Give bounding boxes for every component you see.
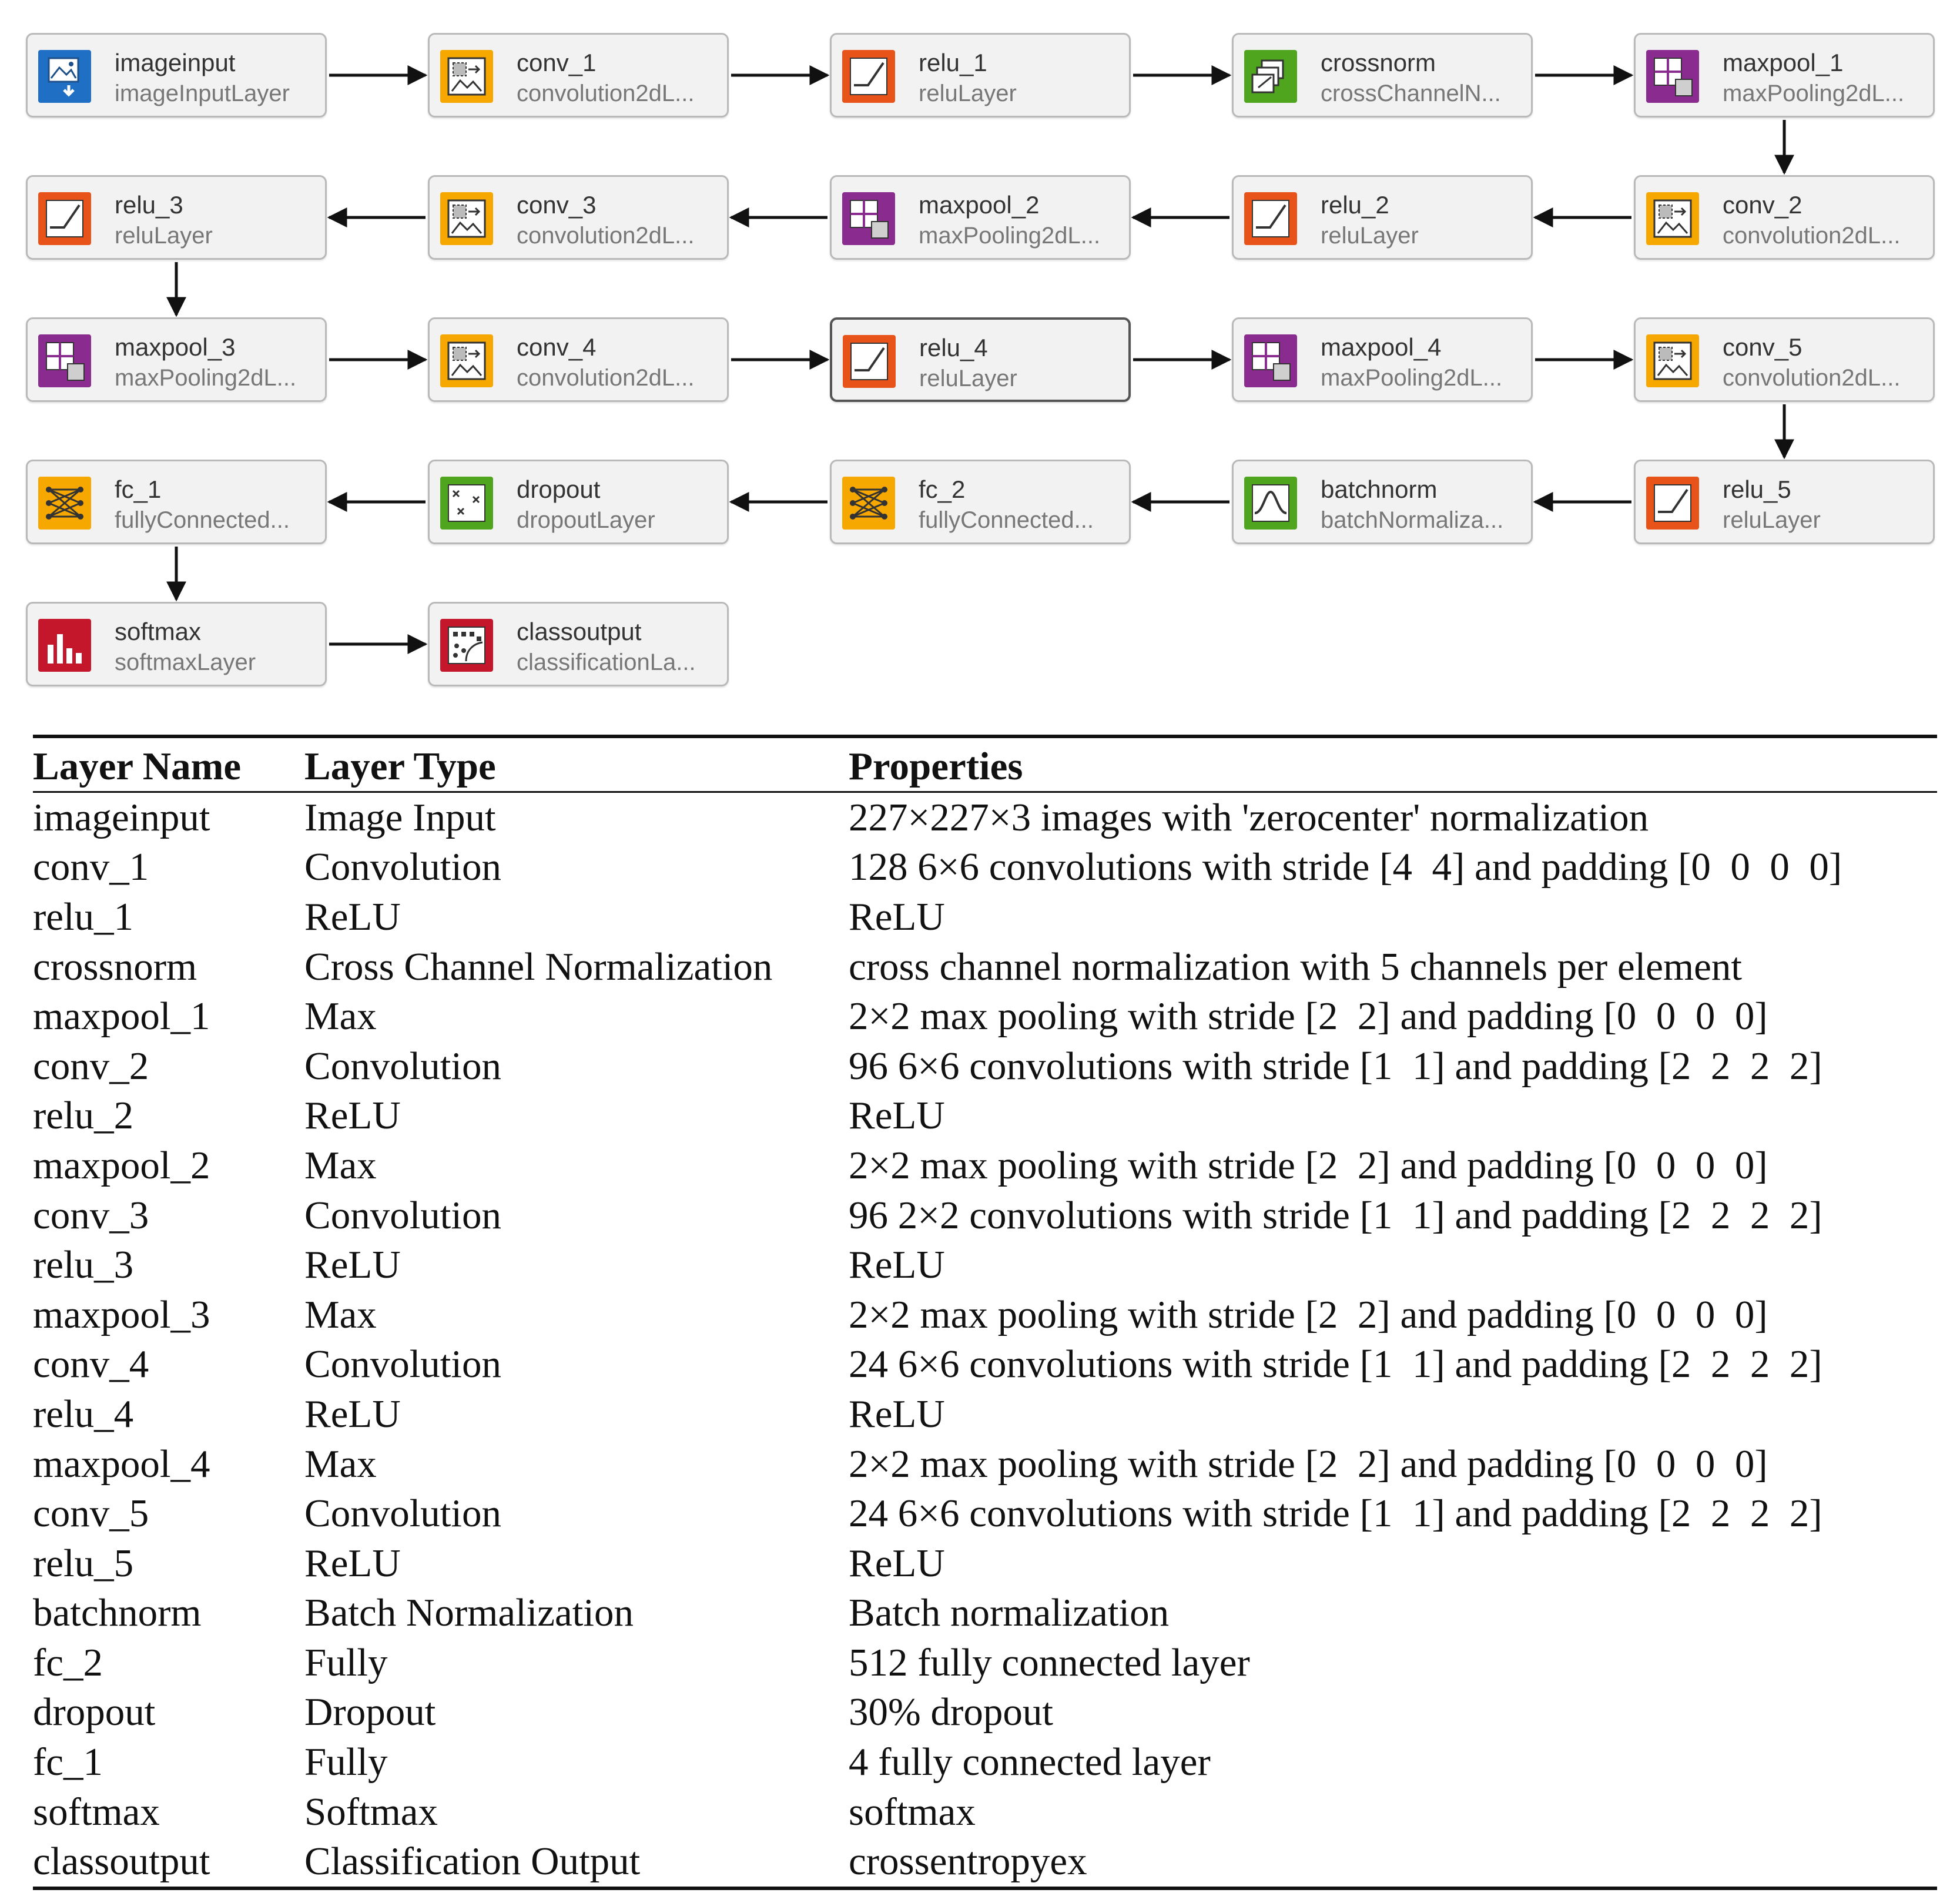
cell-layer-type: Convolution <box>304 1492 502 1536</box>
layer-node-type: classificationLa... <box>517 649 696 675</box>
layer-node-maxpool-2[interactable] <box>830 175 1131 260</box>
table-row <box>33 991 1937 1041</box>
cell-layer-type: ReLU <box>304 1392 401 1436</box>
cell-layer-type: Convolution <box>304 1193 502 1237</box>
convolution-icon <box>1646 192 1699 245</box>
cell-properties: 2×2 max pooling with stride [2 2] and padding [0 0 0 0] <box>849 1292 1768 1336</box>
layer-node-name: classoutput <box>517 618 642 645</box>
layer-node-type: crossChannelN... <box>1321 81 1501 106</box>
table-row <box>33 1340 1937 1390</box>
cell-layer-type: Image Input <box>304 795 496 839</box>
cell-layer-type: Max <box>304 1143 377 1187</box>
layer-node-name: maxpool_1 <box>1723 49 1844 76</box>
batch-norm-icon <box>1244 477 1297 530</box>
cell-layer-name: relu_3 <box>33 1243 134 1287</box>
layer-node-relu-3[interactable] <box>26 175 327 260</box>
cell-layer-name: maxpool_2 <box>33 1143 210 1187</box>
layer-node-batchnorm[interactable] <box>1232 460 1533 544</box>
header-layer-type: Layer Type <box>304 744 496 788</box>
layer-node-name: maxpool_3 <box>115 333 236 361</box>
layer-node-type: convolution2dL... <box>517 365 695 391</box>
layer-table <box>33 735 1937 1890</box>
fully-connected-icon <box>38 477 91 530</box>
table-row <box>33 792 1937 843</box>
table-row <box>33 1439 1937 1489</box>
cell-layer-type: ReLU <box>304 1541 401 1585</box>
cell-layer-type: Max <box>304 1292 377 1336</box>
table-row <box>33 1489 1937 1539</box>
cell-layer-name: relu_1 <box>33 894 134 939</box>
cell-properties: 512 fully connected layer <box>849 1640 1250 1684</box>
layer-node-type: imageInputLayer <box>115 81 290 106</box>
cell-properties: 24 6×6 convolutions with stride [1 1] and padding [2 2 2 2] <box>849 1342 1822 1386</box>
header-properties: Properties <box>849 744 1023 788</box>
layer-node-name: dropout <box>517 475 601 503</box>
cell-layer-type: Classification Output <box>304 1840 641 1884</box>
layer-graph <box>0 0 1960 705</box>
layer-node-name: relu_3 <box>115 191 183 219</box>
layer-node-type: convolution2dL... <box>517 223 695 249</box>
cell-layer-type: Fully <box>304 1640 388 1684</box>
layer-node-name: softmax <box>115 618 202 645</box>
cell-layer-name: relu_5 <box>33 1541 134 1585</box>
layer-node-classoutput[interactable] <box>428 602 729 686</box>
layer-node-fc-2[interactable] <box>830 460 1131 544</box>
layer-node-maxpool-3[interactable] <box>26 317 327 402</box>
layer-node-imageinput[interactable] <box>26 33 327 118</box>
cell-layer-name: batchnorm <box>33 1591 202 1635</box>
image-input-icon <box>38 50 91 103</box>
cross-channel-norm-icon <box>1244 50 1297 103</box>
layer-node-name: relu_2 <box>1321 191 1389 219</box>
cell-properties: ReLU <box>849 1392 945 1436</box>
cell-layer-type: ReLU <box>304 894 401 939</box>
cell-properties: 96 2×2 convolutions with stride [1 1] and padding [2 2 2 2] <box>849 1193 1822 1237</box>
table-row <box>33 1091 1937 1141</box>
max-pooling-icon <box>38 334 91 387</box>
max-pooling-icon <box>1244 334 1297 387</box>
layer-node-crossnorm[interactable] <box>1232 33 1533 118</box>
table-row <box>33 1737 1937 1787</box>
layer-node-name: relu_1 <box>919 49 987 76</box>
cell-layer-type: Batch Normalization <box>304 1591 634 1635</box>
table-row <box>33 1240 1937 1290</box>
cell-layer-name: fc_2 <box>33 1640 103 1684</box>
table-row <box>33 1539 1937 1589</box>
layer-node-type: dropoutLayer <box>517 507 655 533</box>
layer-node-conv-2[interactable] <box>1634 175 1935 260</box>
layer-node-relu-5[interactable] <box>1634 460 1935 544</box>
layer-node-type: softmaxLayer <box>115 649 256 675</box>
layer-node-dropout[interactable] <box>428 460 729 544</box>
cell-properties: 30% dropout <box>849 1690 1053 1734</box>
header-layer-name: Layer Name <box>33 744 242 788</box>
layer-node-maxpool-1[interactable] <box>1634 33 1935 118</box>
table-header-row <box>33 736 1937 792</box>
table-row <box>33 892 1937 942</box>
layer-node-conv-3[interactable] <box>428 175 729 260</box>
cell-properties: 128 6×6 convolutions with stride [4 4] and padding [0 0 0 0] <box>849 845 1842 889</box>
cell-layer-type: Cross Channel Normalization <box>304 944 773 989</box>
cell-properties: 2×2 max pooling with stride [2 2] and padding [0 0 0 0] <box>849 1442 1768 1486</box>
layer-node-type: reluLayer <box>115 223 213 249</box>
layer-node-type: maxPooling2dL... <box>1723 81 1905 106</box>
relu-icon <box>1244 192 1297 245</box>
relu-icon <box>1646 477 1699 530</box>
cell-layer-type: Max <box>304 994 377 1038</box>
cell-layer-type: Softmax <box>304 1790 438 1834</box>
cell-properties: 2×2 max pooling with stride [2 2] and padding [0 0 0 0] <box>849 1143 1768 1187</box>
max-pooling-icon <box>842 192 895 245</box>
table-row <box>33 1290 1937 1340</box>
convolution-icon <box>440 334 493 387</box>
cell-properties: 227×227×3 images with 'zerocenter' normalization <box>849 795 1649 839</box>
layer-node-name: conv_1 <box>517 49 597 76</box>
cell-layer-name: classoutput <box>33 1840 210 1884</box>
cell-layer-type: Dropout <box>304 1690 436 1734</box>
layer-node-conv-1[interactable] <box>428 33 729 118</box>
classification-output-icon <box>440 619 493 672</box>
cell-layer-type: Convolution <box>304 845 502 889</box>
relu-icon <box>843 335 896 388</box>
layer-node-name: imageinput <box>115 49 236 76</box>
cell-layer-type: ReLU <box>304 1094 401 1138</box>
cell-layer-name: maxpool_1 <box>33 994 210 1038</box>
cell-layer-name: conv_2 <box>33 1044 149 1088</box>
layer-node-name: batchnorm <box>1321 475 1438 503</box>
cell-layer-type: Max <box>304 1442 377 1486</box>
layer-node-name: maxpool_2 <box>919 191 1040 219</box>
layer-node-conv-5[interactable] <box>1634 317 1935 402</box>
cell-layer-name: conv_5 <box>33 1492 149 1536</box>
cell-properties: cross channel normalization with 5 channels per element <box>849 944 1742 989</box>
cell-layer-name: imageinput <box>33 795 210 839</box>
layer-node-type: maxPooling2dL... <box>115 365 297 391</box>
table-row <box>33 1389 1937 1439</box>
dropout-icon <box>440 477 493 530</box>
layer-node-relu-4[interactable] <box>830 317 1131 402</box>
layer-node-type: batchNormaliza... <box>1321 507 1504 533</box>
cell-layer-name: crossnorm <box>33 944 197 989</box>
cell-layer-name: relu_4 <box>33 1392 134 1436</box>
cell-properties: 24 6×6 convolutions with stride [1 1] and padding [2 2 2 2] <box>849 1492 1822 1536</box>
table-row <box>33 1589 1937 1639</box>
table-row <box>33 1191 1937 1241</box>
layer-node-softmax[interactable] <box>26 602 327 686</box>
cell-layer-name: fc_1 <box>33 1740 103 1784</box>
layer-node-type: reluLayer <box>919 366 1017 391</box>
cell-layer-type: Convolution <box>304 1342 502 1386</box>
layer-node-name: fc_2 <box>919 475 966 503</box>
layer-node-fc-1[interactable] <box>26 460 327 544</box>
relu-icon <box>842 50 895 103</box>
cell-properties: Batch normalization <box>849 1591 1170 1635</box>
table-row <box>33 1141 1937 1191</box>
table-row <box>33 1638 1937 1688</box>
layer-node-relu-2[interactable] <box>1232 175 1533 260</box>
table-row <box>33 1041 1937 1091</box>
layer-node-conv-4[interactable] <box>428 317 729 402</box>
cell-layer-name: conv_1 <box>33 845 149 889</box>
cell-properties: 4 fully connected layer <box>849 1740 1211 1784</box>
layer-node-type: fullyConnected... <box>115 507 290 533</box>
layer-node-type: reluLayer <box>919 81 1017 106</box>
table-body <box>33 792 1937 1889</box>
cell-layer-name: maxpool_3 <box>33 1292 210 1336</box>
layer-node-type: reluLayer <box>1321 223 1419 249</box>
layer-node-name: maxpool_4 <box>1321 333 1442 361</box>
layer-node-name: crossnorm <box>1321 49 1436 76</box>
cell-properties: ReLU <box>849 894 945 939</box>
layer-node-name: fc_1 <box>115 475 162 503</box>
layer-node-name: conv_2 <box>1723 191 1802 219</box>
layer-node-type: convolution2dL... <box>517 81 695 106</box>
table-row <box>33 942 1937 992</box>
cell-properties: 96 6×6 convolutions with stride [1 1] and padding [2 2 2 2] <box>849 1044 1822 1088</box>
max-pooling-icon <box>1646 50 1699 103</box>
convolution-icon <box>1646 334 1699 387</box>
layer-node-name: conv_5 <box>1723 333 1802 361</box>
layer-node-type: reluLayer <box>1723 507 1821 533</box>
cell-layer-name: softmax <box>33 1790 160 1834</box>
cell-layer-type: Fully <box>304 1740 388 1784</box>
table-row <box>33 1688 1937 1738</box>
cell-properties: ReLU <box>849 1541 945 1585</box>
convolution-icon <box>440 50 493 103</box>
layer-node-relu-1[interactable] <box>830 33 1131 118</box>
layer-node-type: maxPooling2dL... <box>1321 365 1503 391</box>
fully-connected-icon <box>842 477 895 530</box>
layer-node-name: conv_3 <box>517 191 597 219</box>
layer-node-maxpool-4[interactable] <box>1232 317 1533 402</box>
cell-layer-name: maxpool_4 <box>33 1442 210 1486</box>
cell-layer-name: dropout <box>33 1690 156 1734</box>
layer-node-type: convolution2dL... <box>1723 365 1901 391</box>
cell-properties: ReLU <box>849 1094 945 1138</box>
table-row <box>33 1837 1937 1888</box>
layer-node-type: convolution2dL... <box>1723 223 1901 249</box>
softmax-icon <box>38 619 91 672</box>
cell-layer-name: conv_3 <box>33 1193 149 1237</box>
cell-properties: crossentropyex <box>849 1840 1087 1884</box>
cell-layer-name: conv_4 <box>33 1342 149 1386</box>
cell-layer-type: Convolution <box>304 1044 502 1088</box>
relu-icon <box>38 192 91 245</box>
layer-node-type: fullyConnected... <box>919 507 1094 533</box>
cell-layer-type: ReLU <box>304 1243 401 1287</box>
cell-properties: softmax <box>849 1790 976 1834</box>
cell-properties: 2×2 max pooling with stride [2 2] and padding [0 0 0 0] <box>849 994 1768 1038</box>
cell-layer-name: relu_2 <box>33 1094 134 1138</box>
layer-node-name: conv_4 <box>517 333 597 361</box>
cell-properties: ReLU <box>849 1243 945 1287</box>
convolution-icon <box>440 192 493 245</box>
table-row <box>33 843 1937 893</box>
layer-node-name: relu_5 <box>1723 475 1791 503</box>
table-row <box>33 1787 1937 1837</box>
layer-node-name: relu_4 <box>919 334 988 361</box>
layer-node-type: maxPooling2dL... <box>919 223 1101 249</box>
